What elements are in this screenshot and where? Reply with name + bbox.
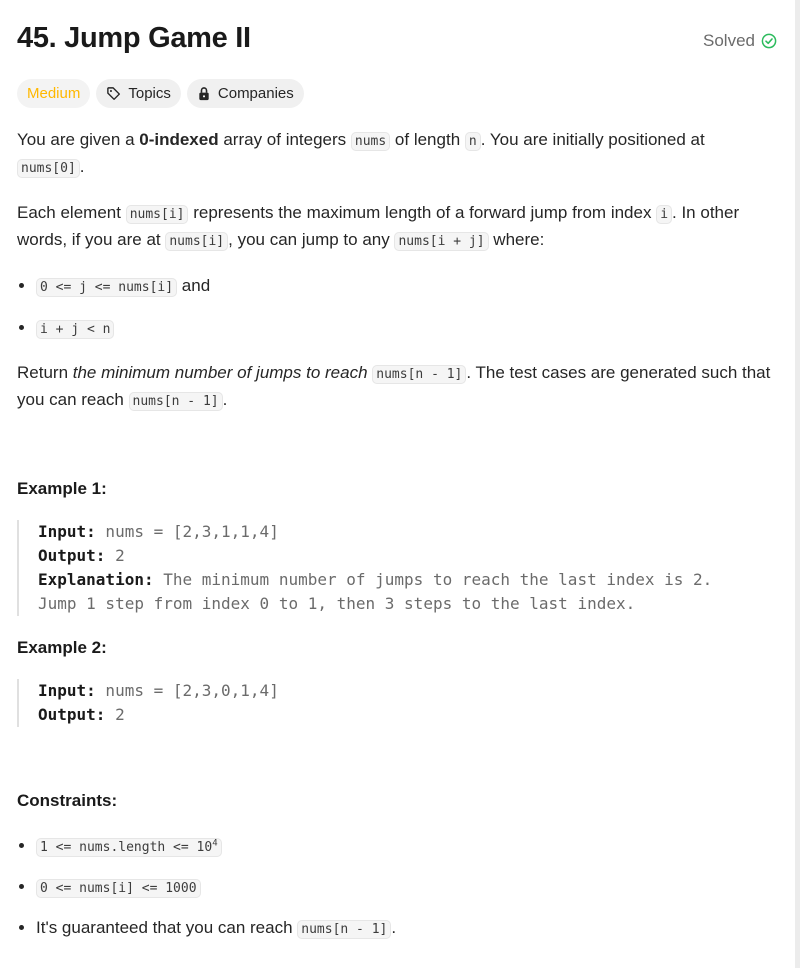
problem-description-panel: [17, 0, 777, 938]
text: . You are initially positioned at: [480, 130, 705, 149]
example-explanation-cont: Jump 1 step from index 0 to 1, then 3 steps to the last index.: [38, 594, 636, 613]
description-paragraph-2: [17, 200, 777, 254]
example-1-block: [17, 520, 777, 616]
condition-list: [17, 273, 777, 342]
text: and: [177, 276, 211, 295]
topics-label: Topics: [128, 85, 171, 102]
list-item: [36, 874, 777, 901]
input-label: Input:: [38, 681, 96, 700]
inline-code: nums[i]: [126, 205, 189, 224]
inline-code: nums[i]: [165, 232, 228, 251]
list-item: [36, 273, 777, 300]
explanation-label: Explanation:: [38, 570, 154, 589]
difficulty-label: Medium: [27, 85, 81, 102]
inline-code: i + j < n: [36, 320, 114, 339]
lock-icon: [197, 86, 211, 101]
example-output: [38, 703, 777, 727]
list-item: [36, 915, 777, 942]
text: where:: [488, 230, 545, 249]
inline-code: nums[n - 1]: [129, 392, 223, 411]
inline-code: 0 <= j <= nums[i]: [36, 278, 177, 297]
example-explanation: [38, 568, 777, 592]
problem-header: [17, 0, 777, 80]
text: of length: [390, 130, 465, 149]
scrollbar-track[interactable]: [795, 0, 800, 968]
difficulty-badge: [17, 79, 90, 108]
inline-code: n: [465, 132, 481, 151]
example-input: [38, 520, 777, 544]
description-paragraph-3: [17, 360, 777, 414]
inline-code: i: [656, 205, 672, 224]
text: .: [222, 390, 228, 409]
example-2-title: Example 2:: [17, 638, 107, 657]
text: Return: [17, 363, 73, 382]
description-paragraph-1: [17, 127, 777, 181]
output-value: 2: [105, 546, 125, 565]
explanation-text: The minimum number of jumps to reach the last index is 2.: [153, 570, 713, 589]
text: . In other words, if you are at: [17, 203, 740, 249]
problem-title[interactable]: 45. Jump Game II: [17, 22, 251, 54]
constraints-list: [17, 832, 777, 942]
example-input: [38, 679, 777, 703]
text: It's guaranteed that you can reach: [36, 918, 298, 938]
code-text: 1 <= nums.length <= 10: [40, 840, 213, 856]
superscript: 4: [212, 839, 218, 849]
inline-code: nums[i + j]: [394, 232, 488, 251]
text: represents the maximum length of a forward jump from index: [188, 203, 657, 222]
input-value: nums = [2,3,1,1,4]: [95, 522, 279, 541]
output-label: Output:: [38, 705, 106, 724]
inline-code: nums[n - 1]: [372, 365, 466, 384]
solved-status: [703, 31, 777, 51]
example-2-block: [17, 679, 777, 727]
constraints-title: Constraints:: [17, 791, 118, 810]
text: , you can jump to any: [228, 230, 395, 249]
text: Each element: [17, 203, 126, 222]
list-item: [36, 315, 777, 342]
bold-text: 0-indexed: [139, 130, 219, 149]
tag-pills: [17, 79, 304, 108]
inline-code: [36, 838, 222, 857]
italic-text: the minimum number of jumps to reach: [72, 363, 368, 382]
text: array of integers: [218, 130, 351, 149]
text: . The test cases are generated such that you can reach: [17, 363, 771, 409]
list-item: [36, 832, 777, 860]
inline-code: nums: [351, 132, 390, 151]
problem-content: [17, 127, 777, 942]
output-value: 2: [105, 705, 125, 724]
input-label: Input:: [38, 522, 96, 541]
companies-label: Companies: [217, 85, 294, 102]
inline-code: nums[0]: [17, 159, 80, 178]
inline-code: nums[n - 1]: [297, 920, 391, 939]
example-1-title: Example 1:: [17, 479, 107, 498]
text: .: [79, 157, 85, 176]
solved-label: Solved: [703, 31, 755, 50]
text: You are given a: [17, 130, 140, 149]
topics-button[interactable]: [96, 79, 181, 108]
example-output: [38, 544, 777, 568]
check-circle-icon: [761, 33, 777, 49]
companies-button[interactable]: [187, 79, 304, 108]
tag-icon: [106, 86, 121, 101]
inline-code: 0 <= nums[i] <= 1000: [36, 879, 201, 898]
input-value: nums = [2,3,0,1,4]: [95, 681, 279, 700]
output-label: Output:: [38, 546, 106, 565]
text: .: [391, 918, 397, 938]
